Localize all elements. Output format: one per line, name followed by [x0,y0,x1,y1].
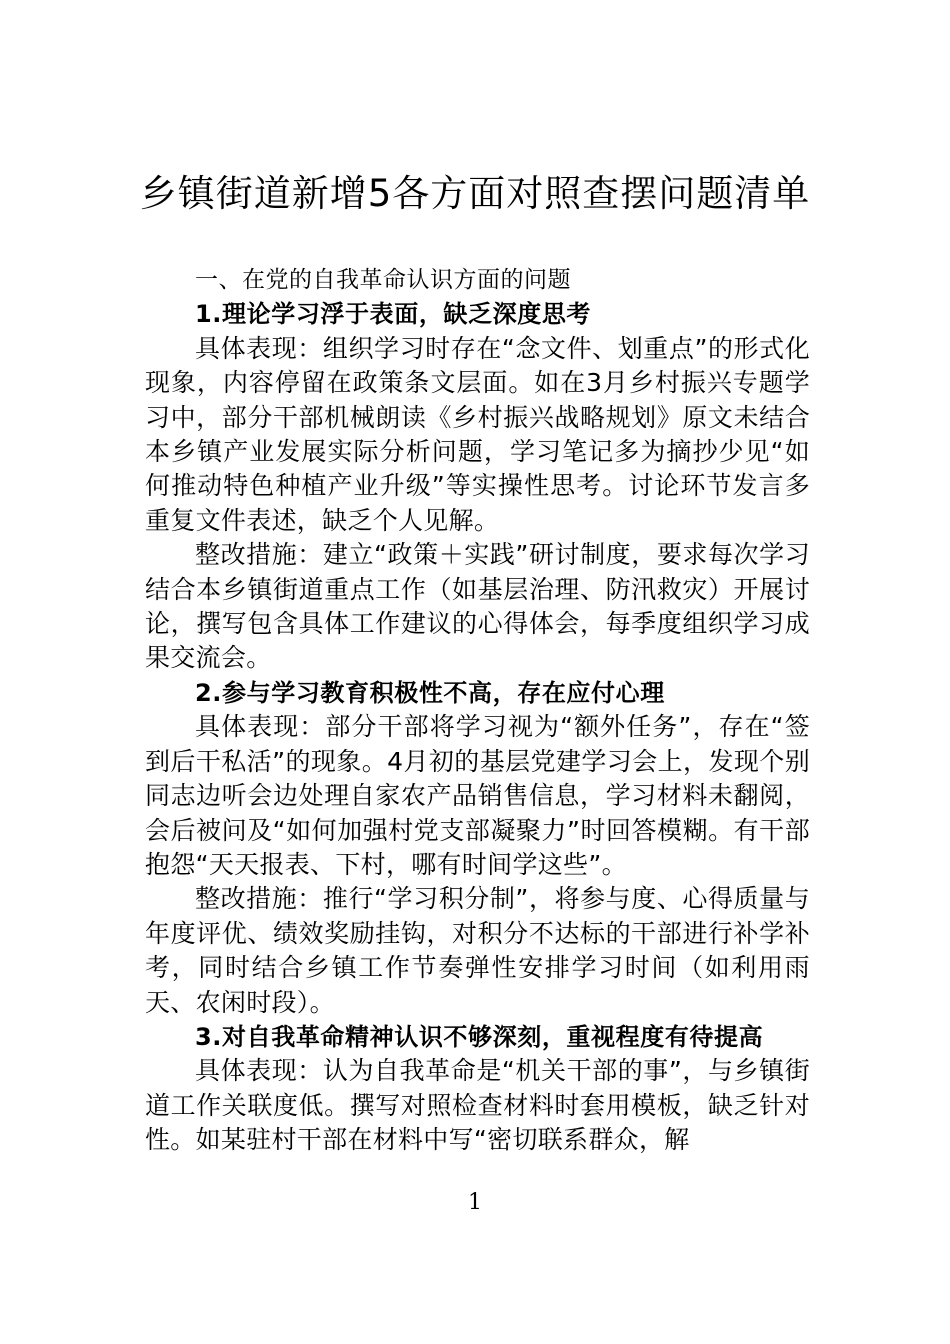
issue-heading: 1.理论学习浮于表面，缺乏深度思考 [195,300,592,329]
issue-heading: 2.参与学习教育积极性不高，存在应付心理 [195,678,665,707]
body-paragraph: 具体表现：组织学习时存在“念文件、划重点”的形式化现象，内容停留在政策条文层面。如在3月乡村振兴专题学习中，部分干部机械朗读《乡村振兴战略规划》原文未结合本乡镇产业发展实际分析问题，学习笔记多为摘抄少见“如何推动特色种植产业升级”等实操性思考。讨论环节发言多重复文件表述，缺乏个人见解。 [145,333,810,535]
page-number: 1 [468,1190,482,1215]
body-paragraph: 具体表现：部分干部将学习视为“额外任务”，存在“签到后干私活”的现象。4月初的基层党建学习会上，发现个别同志边听会边处理自家农产品销售信息，学习材料未翻阅，会后被问及“如何加强村党支部凝聚力”时回答模糊。有干部抱怨“天天报表、下村，哪有时间学这些”。 [145,712,810,879]
issue-heading: 3.对自我革命精神认识不够深刻，重视程度有待提高 [195,1022,764,1051]
body-paragraph: 整改措施：建立“政策＋实践”研讨制度，要求每次学习结合本乡镇街道重点工作（如基层治理、防汛救灾）开展讨论，撰写包含具体工作建议的心得体会，每季度组织学习成果交流会。 [145,540,810,673]
document-body [145,263,810,1158]
document-title: 乡镇街道新增5各方面对照查摆问题清单 [139,172,811,215]
section-heading: 一、在党的自我革命认识方面的问题 [195,267,571,293]
body-paragraph: 具体表现：认为自我革命是“机关干部的事”，与乡镇街道工作关联度低。撰写对照检查材料时套用模板，缺乏针对性。如某驻村干部在材料中写“密切联系群众，解 [145,1056,810,1155]
body-paragraph: 整改措施：推行“学习积分制”，将参与度、心得质量与年度评优、绩效奖励挂钩，对积分不达标的干部进行补学补考，同时结合乡镇工作节奏弹性安排学习时间（如利用雨天、农闲时段）。 [145,884,810,1017]
